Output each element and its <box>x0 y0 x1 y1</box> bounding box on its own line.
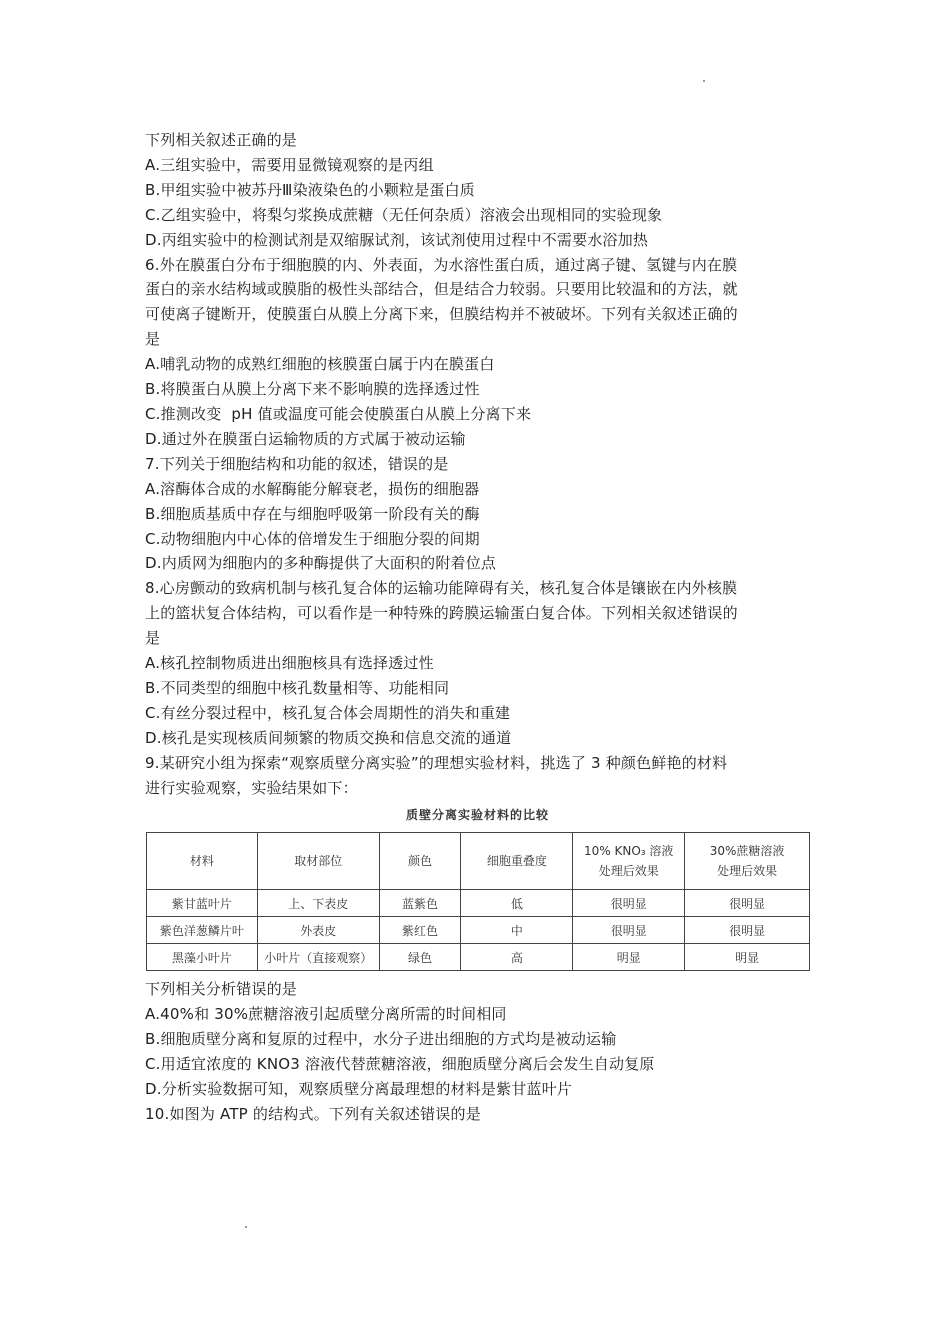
option-c: C.乙组实验中，将梨匀浆换成蔗糖（无任何杂质）溶液会出现相同的实验现象 <box>145 205 663 224</box>
table-cell: 外表皮 <box>257 917 379 944</box>
question-stem: 7.下列关于细胞结构和功能的叙述，错误的是 <box>145 454 449 473</box>
table-cell: 紫红色 <box>379 917 461 944</box>
table-cell: 紫甘蓝叶片 <box>147 890 258 917</box>
question-stem-line: 蛋白的亲水结构域或膜脂的极性头部结合，但是结合力较弱。只要用比较温和的方法，就 <box>145 280 738 299</box>
table-cell: 黑藻小叶片 <box>147 944 258 971</box>
question-stem: 下列相关叙述正确的是 <box>145 131 298 149</box>
table-cell: 蓝紫色 <box>379 890 461 917</box>
page-content <box>145 128 810 1127</box>
table-header-row <box>147 833 810 890</box>
table-row <box>147 890 810 917</box>
option-a: A.核孔控制物质进出细胞核具有选择透过性 <box>145 654 434 673</box>
question-6 <box>145 253 810 452</box>
option-b: B.细胞质壁分离和复原的过程中，水分子进出细胞的方式均是被动运输 <box>145 1030 617 1049</box>
table-cell: 紫色洋葱鳞片叶 <box>147 917 258 944</box>
question-stem-line: 8.心房颤动的致病机制与核孔复合体的运输功能障碍有关，核孔复合体是镶嵌在内外核膜 <box>145 579 738 598</box>
option-d: D.通过外在膜蛋白运输物质的方式属于被动运输 <box>145 429 466 448</box>
table-row <box>147 944 810 971</box>
option-a: A.溶酶体合成的水解酶能分解衰老，损伤的细胞器 <box>145 479 480 498</box>
question-stem-line: 6.外在膜蛋白分布于细胞膜的内、外表面，为水溶性蛋白质，通过离子键、氢键与内在膜 <box>145 255 738 274</box>
table-cell: 明显 <box>573 944 685 971</box>
question-7 <box>145 452 810 577</box>
table-cell: 中 <box>461 917 573 944</box>
table-header-cell: 取材部位 <box>257 833 379 890</box>
option-d: D.核孔是实现核质间频繁的物质交换和信息交流的通道 <box>145 728 512 747</box>
table-header-cell: 10% KNO₃ 溶液 处理后效果 <box>573 833 685 890</box>
table-cell: 很明显 <box>573 890 685 917</box>
table-cell: 绿色 <box>379 944 461 971</box>
option-b: B.甲组实验中被苏丹Ⅲ染液染色的小颗粒是蛋白质 <box>145 180 476 199</box>
table-title: 质壁分离实验材料的比较 <box>405 808 549 823</box>
experiment-table <box>146 832 810 971</box>
table-row <box>147 917 810 944</box>
option-d: D.丙组实验中的检测试剂是双缩脲试剂，该试剂使用过程中不需要水浴加热 <box>145 230 649 249</box>
option-d: D.分析实验数据可知，观察质壁分离最理想的材料是紫甘蓝叶片 <box>145 1080 573 1099</box>
table-cell: 很明显 <box>685 890 810 917</box>
option-c: C.推测改变 pH 值或温度可能会使膜蛋白从膜上分离下来 <box>145 404 532 423</box>
option-c: C.有丝分裂过程中，核孔复合体会周期性的消失和重建 <box>145 703 511 722</box>
question-8 <box>145 576 810 750</box>
question-stem-line: 是 <box>145 629 161 648</box>
question-stem-line: 是 <box>145 330 161 349</box>
option-b: B.细胞质基质中存在与细胞呼吸第一阶段有关的酶 <box>145 504 480 523</box>
scan-speck <box>703 80 705 82</box>
table-header-cell: 材料 <box>147 833 258 890</box>
table-cell: 明显 <box>685 944 810 971</box>
table-header-cell: 30%蔗糖溶液 处理后效果 <box>685 833 810 890</box>
question-5-tail <box>145 128 810 253</box>
option-a: A.三组实验中，需要用显微镜观察的是丙组 <box>145 155 434 174</box>
option-d: D.内质网为细胞内的多种酶提供了大面积的附着位点 <box>145 554 497 573</box>
option-c: C.用适宜浓度的 KNO3 溶液代替蔗糖溶液，细胞质壁分离后会发生自动复原 <box>145 1055 655 1074</box>
table-cell: 高 <box>461 944 573 971</box>
question-sub-stem: 下列相关分析错误的是 <box>145 980 298 999</box>
question-stem-line: 进行实验观察，实验结果如下： <box>145 778 358 797</box>
scan-speck <box>245 1226 247 1228</box>
table-cell: 小叶片（直接观察） <box>257 944 379 971</box>
option-a: A.40%和 30%蔗糖溶液引起质壁分离所需的时间相同 <box>145 1005 507 1024</box>
question-stem-line: 可使离子键断开，使膜蛋白从膜上分离下来，但膜结构并不被破坏。下列有关叙述正确的 <box>145 305 738 324</box>
table-cell: 低 <box>461 890 573 917</box>
option-b: B.不同类型的细胞中核孔数量相等、功能相同 <box>145 678 450 697</box>
option-a: A.哺乳动物的成熟红细胞的核膜蛋白属于内在膜蛋白 <box>145 355 495 374</box>
table-cell: 很明显 <box>573 917 685 944</box>
option-b: B.将膜蛋白从膜上分离下来不影响膜的选择透过性 <box>145 380 480 399</box>
option-c: C.动物细胞内中心体的倍增发生于细胞分裂的间期 <box>145 529 480 548</box>
table-header-cell: 细胞重叠度 <box>461 833 573 890</box>
question-9 <box>145 751 810 1102</box>
table-cell: 很明显 <box>685 917 810 944</box>
question-stem: 10.如图为 ATP 的结构式。下列有关叙述错误的是 <box>145 1105 481 1123</box>
table-header-cell: 颜色 <box>379 833 461 890</box>
question-stem-line: 9.某研究小组为探索“观察质壁分离实验”的理想实验材料，挑选了 3 种颜色鲜艳的材料 <box>145 753 728 772</box>
table-cell: 上、下表皮 <box>257 890 379 917</box>
question-stem-line: 上的篮状复合体结构，可以看作是一种特殊的跨膜运输蛋白复合体。下列相关叙述错误的 <box>145 604 738 623</box>
question-10 <box>145 1102 810 1127</box>
